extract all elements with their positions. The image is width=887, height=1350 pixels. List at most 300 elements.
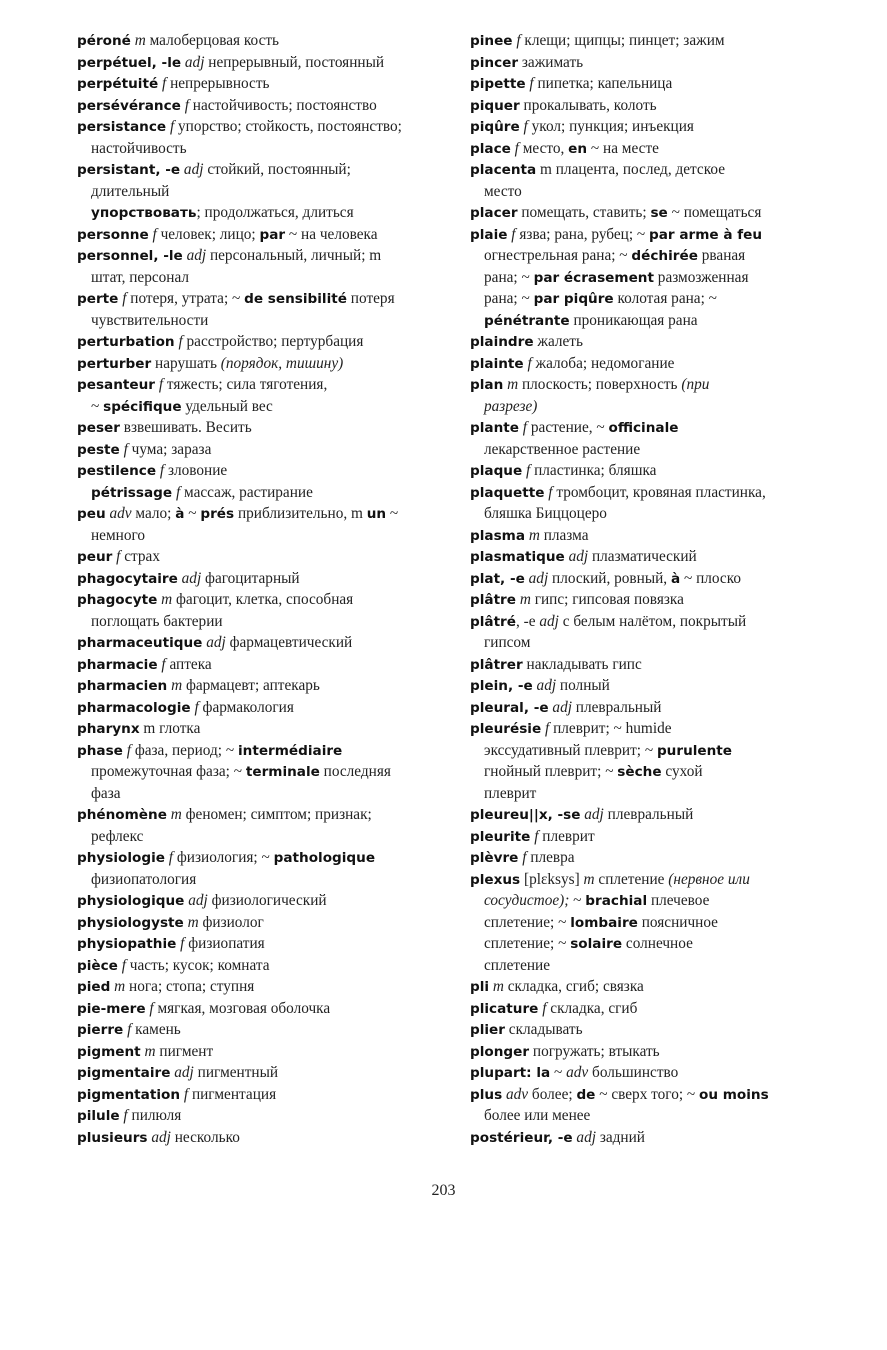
headword: pigment [77,1043,141,1060]
translation-text: фармацевт; аптекарь [185,677,320,694]
headword: pharmaceutique [77,635,203,651]
headword: pleurésie [470,721,542,737]
translation-text: жалеть [533,333,583,350]
headword: ou moins [699,1086,769,1103]
translation-text: потеря, утрата; ~ [130,290,245,307]
headword: pharynx [77,721,140,737]
translation-text: несколько [174,1128,240,1146]
translation-text: плоскость; поверхность [521,376,682,393]
grammar-label: f [164,849,177,866]
headword: terminale [245,764,320,780]
translation-text: ~ на месте [587,139,659,157]
headword: plexus [470,871,521,888]
grammar-label: f [538,999,551,1017]
translation-text: тромбоцит, кровяная пластинка, [556,483,766,501]
grammar-label: f [510,139,523,157]
dictionary-line [470,310,860,332]
dictionary-line [77,224,469,246]
headword: prés [200,506,235,522]
grammar-label: f [148,225,161,243]
translation-text: сплетение [484,956,551,974]
translation-text: место [484,182,522,200]
grammar-label: f [518,849,531,866]
translation-text: длительный [91,182,170,200]
grammar-label: f [522,462,535,479]
grammar-label: разрезе) [484,397,538,415]
headword: pipette [470,76,526,92]
headword: pleureu||x, -se [470,807,581,823]
dictionary-line [470,998,860,1020]
grammar-label: adj [181,53,209,71]
translation-text: пилюля [131,1107,182,1124]
dictionary-line [470,460,860,482]
grammar-label: m [130,32,150,49]
translation-text: рваная [697,247,746,264]
translation-text: складывать [504,1021,583,1038]
dictionary-line [470,1062,860,1084]
translation-text: проникающая рана [569,311,698,329]
dictionary-line [77,288,469,310]
translation-text: промежуточная фаза; ~ [91,763,246,780]
translation-text: фармацевтический [229,634,353,651]
dictionary-line [470,675,860,697]
translation-text: плевральный [607,806,694,823]
translation-text: персональный, личный; m [209,247,382,264]
translation-text: складка, сгиб; связка [507,978,644,995]
dictionary-line [470,804,860,826]
dictionary-line [470,138,860,160]
grammar-label: adj [184,892,212,909]
dictionary-line [77,955,469,977]
translation-text: экссудативный плеврит; ~ [484,741,657,759]
translation-text: физиологический [211,892,327,909]
headword: phénomène [77,807,167,823]
headword: pied [77,979,111,995]
translation-text: [plɛksys] [520,870,584,888]
headword: plupart: la [470,1065,551,1081]
headword: à [670,570,681,587]
translation-text: с белым налётом, покрытый [562,612,747,630]
translation-text: расстройство; пертурбация [186,333,364,350]
translation-text: плеврит; ~ humide [553,720,672,737]
translation-text: фагоцитарный [205,569,300,587]
grammar-label: f [180,1085,192,1103]
dictionary-line [77,1127,469,1149]
headword: physiologique [77,893,185,909]
grammar-label: adj [180,161,208,178]
headword: pestilence [77,463,157,479]
grammar-label: f [158,75,171,92]
dictionary-line [77,73,469,95]
translation-text: упорство; стойкость, постоянство; [178,118,402,135]
dictionary-line [470,869,860,891]
dictionary-line [77,976,469,998]
headword: peu [77,506,106,522]
translation-text: плеврит [542,827,595,845]
headword: plat, -e [470,570,525,587]
headword: pesanteur [77,377,155,393]
dictionary-line [77,181,469,203]
headword: à [175,506,185,522]
grammar-label: m [525,526,544,544]
translation-text: задний [599,1128,645,1146]
translation-text: камень [135,1021,181,1038]
grammar-label: f [157,655,170,673]
headword: pilule [77,1108,120,1124]
translation-text: нарушать [151,354,221,372]
dictionary-line [470,912,860,934]
grammar-label: m [110,978,130,995]
grammar-label: f [166,118,179,135]
headword: plâtrer [470,656,523,673]
dictionary-line [470,761,860,783]
dictionary-line [77,482,469,504]
headword: peste [77,441,120,458]
grammar-label: adj [532,677,560,694]
grammar-label: f [122,741,135,759]
translation-text: ~ на человека [285,225,378,243]
translation-text: фармакология [202,698,294,716]
translation-text: плечевое [647,892,710,909]
headword: plâtré [470,613,516,630]
translation-text: сплетение; ~ [484,913,571,931]
headword: officinale [608,420,679,436]
headword: plicature [470,1000,539,1017]
dictionary-line [77,159,469,181]
headword: déchirée [631,248,698,264]
dictionary-line [77,847,469,869]
dictionary-line [470,525,860,547]
headword: pièce [77,957,118,974]
headword: plusieurs [77,1129,148,1146]
dictionary-line [77,783,469,805]
headword: se [650,205,668,221]
dictionary-line [77,202,469,224]
headword: physiopathie [77,936,177,952]
headword: perte [77,291,119,307]
dictionary-line [470,224,860,246]
translation-text: пигментный [197,1064,279,1081]
dictionary-line [77,611,469,633]
dictionary-line [470,1127,860,1149]
headword: perturbation [77,334,175,350]
headword: persistant, -e [77,162,181,178]
dictionary-line [77,826,469,848]
dictionary-line [470,95,860,117]
dictionary-line [77,1084,469,1106]
translation-text: ~ [569,892,586,909]
headword: spécifique [103,398,182,415]
translation-text: более или менее [484,1107,591,1124]
grammar-label: f [518,419,531,436]
translation-text: сухой [661,763,703,780]
translation-text: поясничное [637,913,718,931]
translation-text: складка, сгиб [550,999,638,1017]
left-column [77,30,469,1148]
dictionary-line [77,740,469,762]
grammar-label: (нервное или [668,870,750,888]
dictionary-line [77,245,469,267]
translation-text: штат, персонал [91,268,190,286]
headword: pleural, -e [470,699,549,716]
translation-text: поглощать бактерии [91,612,223,630]
dictionary-line [77,374,469,396]
grammar-label: adv [502,1085,532,1103]
grammar-label: m [157,591,176,608]
grammar-label: adj [182,247,210,264]
dictionary-line [470,955,860,977]
translation-text: физиолог [202,913,264,931]
dictionary-line [470,546,860,568]
grammar-label: f [512,32,525,49]
translation-text: пигмент [159,1042,214,1060]
headword: place [470,140,511,157]
dictionary-line [77,1019,469,1041]
grammar-label: adj [539,612,563,630]
grammar-label: m [503,376,522,393]
grammar-label: f [123,1021,136,1038]
dictionary-line [470,396,860,418]
translation-text: ~ помещаться [667,204,762,221]
grammar-label: adv [105,505,136,522]
translation-text: удельный вес [181,397,273,415]
translation-text: погружать; втыкать [529,1042,660,1060]
dictionary-line [470,503,860,525]
grammar-label: adv [566,1064,593,1081]
dictionary-line [77,869,469,891]
translation-text: рана; ~ [484,268,534,286]
grammar-label: f [176,935,189,952]
translation-text: ~ сверх того; ~ [595,1085,700,1103]
headword: pie-mere [77,1000,146,1017]
dictionary-line [470,1084,860,1106]
dictionary-line [77,353,469,375]
dictionary-line [470,589,860,611]
headword: pathologique [273,850,376,866]
headword: physiologie [77,850,165,866]
translation-text: ~ [386,505,399,522]
grammar-label: (при [681,376,710,393]
grammar-label: f [145,999,158,1017]
translation-text: ~ [550,1064,567,1081]
headword: pinee [470,33,513,49]
grammar-label: m [489,978,508,995]
translation-text: огнестрельная рана; ~ [484,247,632,264]
translation-text: феномен; симптом; признак; [185,806,372,823]
translation-text: последняя [319,763,391,780]
headword: un [366,506,387,522]
dictionary-line [470,202,860,224]
translation-text: колотая рана; ~ [613,290,717,307]
translation-text: язва; рана, рубец; ~ [519,225,650,243]
translation-text: m глотка [139,720,201,737]
dictionary-line [77,654,469,676]
dictionary-line [77,1105,469,1127]
headword: phagocyte [77,592,158,608]
translation-text: укол; пункция; инъекция [531,118,694,135]
headword: phagocytaire [77,570,178,587]
dictionary-line [470,116,860,138]
dictionary-line [470,331,860,353]
dictionary-line [77,546,469,568]
grammar-label: f [172,483,185,501]
translation-text: гипсом [484,634,531,651]
dictionary-line [470,267,860,289]
grammar-label: f [507,225,520,243]
dictionary-line [470,740,860,762]
grammar-label: m [516,591,535,608]
translation-text: прокалывать, колоть [519,96,657,114]
dictionary-line [470,1019,860,1041]
grammar-label: f [519,118,532,135]
translation-text: гнойный плеврит; ~ [484,763,618,780]
grammar-label: f [544,483,557,501]
dictionary-line [77,697,469,719]
translation-text: фагоцит, клетка, способная [176,591,354,608]
translation-text: более; [531,1085,577,1103]
grammar-label: m [583,870,599,888]
dictionary-line [77,331,469,353]
translation-text: фаза, период; ~ [134,741,238,759]
translation-text: физиология; ~ [176,849,274,866]
grammar-label: f [156,462,168,479]
headword: sèche [617,764,662,780]
translation-text: стойкий, постоянный; [207,161,351,178]
dictionary-line [470,417,860,439]
dictionary-line [77,460,469,482]
headword: peur [77,549,113,565]
dictionary-line [77,998,469,1020]
dictionary-line [470,933,860,955]
headword: pharmacologie [77,699,191,716]
translation-text: размозженная [653,268,749,286]
headword: personnel, -le [77,248,183,264]
translation-text: плоский, ровный, [552,569,671,587]
dictionary-line [77,589,469,611]
headword: de sensibilité [244,291,347,307]
dictionary-line [470,245,860,267]
translation-text: страх [124,548,160,565]
translation-text: тяжесть; сила тяготения, [166,376,328,393]
dictionary-line [77,396,469,418]
headword: pigmentaire [77,1065,171,1081]
headword: physiologyste [77,914,184,931]
grammar-label: (порядок, тишину) [220,354,344,372]
headword: plus [470,1086,503,1103]
headword: peser [77,420,120,436]
translation-text: массаж, растирание [184,483,313,501]
translation-text: часть; кусок; комната [129,956,270,974]
translation-text: человек; лицо; [160,225,260,243]
dictionary-line [470,568,860,590]
dictionary-line [470,718,860,740]
dictionary-line [77,30,469,52]
translation-text: пипетка; капельница [537,75,673,92]
dictionary-line [77,912,469,934]
headword: par [259,226,286,243]
headword: plasmatique [470,549,565,565]
dictionary-line [77,1041,469,1063]
headword: piquer [470,97,520,114]
right-column [470,30,860,1148]
grammar-label: adj [548,698,576,716]
dictionary-line [77,890,469,912]
grammar-label: f [119,1107,132,1124]
translation-text: фаза [91,784,121,802]
translation-text: плевра [530,849,575,866]
grammar-label: f [180,96,193,114]
translation-text: мало; [135,505,176,522]
translation-text: непрерывность [170,75,270,92]
grammar-label: adj [580,806,608,823]
page-number: 203 [431,1182,456,1199]
dictionary-line [77,525,469,547]
headword: persévérance [77,97,181,114]
translation-text: настойчивость; постоянство [192,96,377,114]
headword: plèvre [470,850,519,866]
translation-text: ~ [91,397,104,415]
headword: pigmentation [77,1086,181,1103]
translation-text: бляшка Биццоцеро [484,505,607,522]
headword: pleurite [470,828,531,845]
dictionary-line [77,933,469,955]
headword: pétrissage [91,484,173,501]
grammar-label: adj [177,569,206,587]
grammar-label: f [174,333,187,350]
headword: par écrasement [533,269,654,286]
grammar-label: f [118,290,131,307]
grammar-label: сосудистое); [484,892,570,909]
dictionary-line [77,95,469,117]
headword: par arme à feu [649,226,763,243]
translation-text: взвешивать. Весить [119,419,252,436]
translation-text: рефлекс [91,827,144,845]
translation-text: плевральный [575,698,662,716]
grammar-label: m [140,1042,160,1060]
dictionary-line [77,267,469,289]
translation-text: малоберцовая кость [149,32,280,49]
headword: pénétrante [484,312,570,329]
translation-text: растение, ~ [530,419,609,436]
dictionary-line [470,374,860,396]
dictionary-line [470,1105,860,1127]
dictionary-line [470,482,860,504]
translation-text: ~ плоско [680,569,742,587]
grammar-label: adj [147,1128,175,1146]
dictionary-line [77,439,469,461]
dictionary-line [470,439,860,461]
dictionary-line [470,353,860,375]
headword: pli [470,979,490,995]
headword: pincer [470,54,519,71]
headword: plâtre [470,592,516,608]
headword: plaindre [470,334,534,350]
headword: persistance [77,119,167,135]
dictionary-line [470,288,860,310]
grammar-label: f [190,698,203,716]
translation-text: помещать, ставить; [517,204,651,221]
dictionary-line [470,52,860,74]
translation-text: физиопатология [91,870,197,888]
translation-text: сплетение [598,870,669,888]
headword: piqûre [470,119,520,135]
translation-text: ; продолжаться, длиться [196,204,354,221]
grammar-label: f [155,376,167,393]
dictionary-line [77,718,469,740]
translation-text: чума; зараза [131,440,212,458]
grammar-label: adj [524,569,553,587]
headword: perpétuité [77,76,159,92]
